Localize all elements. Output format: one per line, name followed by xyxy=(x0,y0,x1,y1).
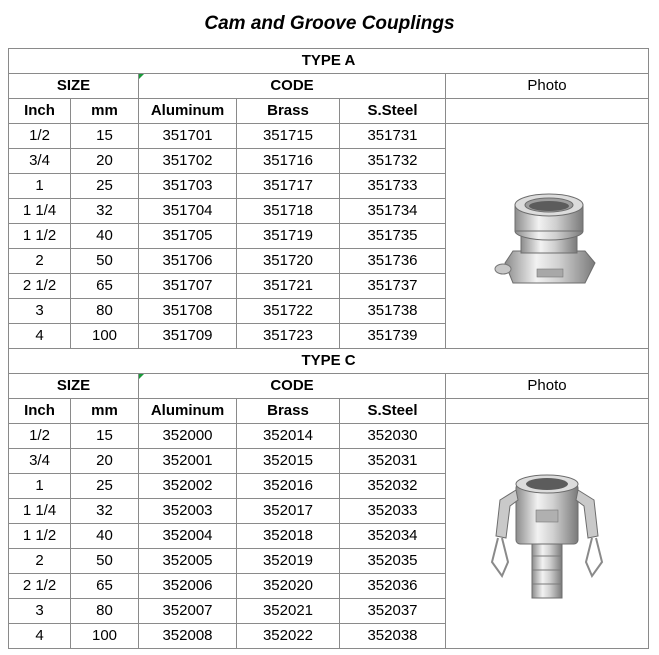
cell-mm: 15 xyxy=(71,424,139,449)
cell-inch: 2 xyxy=(9,549,71,574)
cell-aluminum: 351705 xyxy=(139,224,237,249)
cell-steel: 352032 xyxy=(340,474,446,499)
cell-mm: 25 xyxy=(71,474,139,499)
cell-aluminum: 352007 xyxy=(139,599,237,624)
cell-aluminum: 352005 xyxy=(139,549,237,574)
cell-steel: 351731 xyxy=(340,124,446,149)
col-steel: S.Steel xyxy=(340,99,446,124)
cell-steel: 351733 xyxy=(340,174,446,199)
cell-inch: 2 xyxy=(9,249,71,274)
cell-brass: 352015 xyxy=(237,449,340,474)
cell-steel: 351736 xyxy=(340,249,446,274)
cell-steel: 351739 xyxy=(340,324,446,349)
cell-steel: 352038 xyxy=(340,624,446,649)
cell-mm: 20 xyxy=(71,149,139,174)
code-header: CODE xyxy=(139,374,446,399)
cell-aluminum: 351708 xyxy=(139,299,237,324)
section-header-row xyxy=(9,49,649,74)
cell-aluminum: 351703 xyxy=(139,174,237,199)
cell-brass: 351723 xyxy=(237,324,340,349)
cell-aluminum: 352003 xyxy=(139,499,237,524)
cell-brass: 352014 xyxy=(237,424,340,449)
cell-brass: 352022 xyxy=(237,624,340,649)
cell-mm: 65 xyxy=(71,274,139,299)
col-mm: mm xyxy=(71,99,139,124)
couplings-table xyxy=(8,48,649,649)
cell-steel: 351734 xyxy=(340,199,446,224)
cell-brass: 352018 xyxy=(237,524,340,549)
cell-brass: 352016 xyxy=(237,474,340,499)
column-header-row xyxy=(9,99,649,124)
type-a-photo-cell xyxy=(446,124,649,349)
photo-header: Photo xyxy=(446,374,649,399)
cell-aluminum: 352000 xyxy=(139,424,237,449)
column-header-row xyxy=(9,399,649,424)
type-a-adapter-icon xyxy=(487,171,607,301)
photo-header-blank xyxy=(446,399,649,424)
col-brass: Brass xyxy=(237,399,340,424)
cell-aluminum: 351704 xyxy=(139,199,237,224)
cell-mm: 15 xyxy=(71,124,139,149)
cell-mm: 32 xyxy=(71,199,139,224)
cell-inch: 1 xyxy=(9,474,71,499)
cell-brass: 351716 xyxy=(237,149,340,174)
cell-brass: 351721 xyxy=(237,274,340,299)
cell-aluminum: 352004 xyxy=(139,524,237,549)
cell-mm: 40 xyxy=(71,224,139,249)
cell-aluminum: 352006 xyxy=(139,574,237,599)
col-inch: Inch xyxy=(9,399,71,424)
cell-inch: 2 1/2 xyxy=(9,574,71,599)
cell-mm: 80 xyxy=(71,599,139,624)
cell-steel: 351735 xyxy=(340,224,446,249)
cell-inch: 1 1/2 xyxy=(9,524,71,549)
cell-mm: 20 xyxy=(71,449,139,474)
cell-brass: 351720 xyxy=(237,249,340,274)
cell-steel: 352031 xyxy=(340,449,446,474)
cell-mm: 32 xyxy=(71,499,139,524)
cell-steel: 352036 xyxy=(340,574,446,599)
cell-mm: 100 xyxy=(71,324,139,349)
type-c-photo-cell xyxy=(446,424,649,649)
cell-inch: 4 xyxy=(9,324,71,349)
cell-brass: 351722 xyxy=(237,299,340,324)
cell-aluminum: 352008 xyxy=(139,624,237,649)
cell-mm: 100 xyxy=(71,624,139,649)
cell-steel: 352034 xyxy=(340,524,446,549)
table-row xyxy=(9,424,649,449)
cell-steel: 351732 xyxy=(340,149,446,174)
cell-steel: 351738 xyxy=(340,299,446,324)
cell-inch: 1 xyxy=(9,174,71,199)
cell-aluminum: 351709 xyxy=(139,324,237,349)
cell-steel: 352030 xyxy=(340,424,446,449)
cell-aluminum: 351706 xyxy=(139,249,237,274)
cell-inch: 3/4 xyxy=(9,449,71,474)
col-aluminum: Aluminum xyxy=(139,99,237,124)
photo-header-blank xyxy=(446,99,649,124)
cell-brass: 352019 xyxy=(237,549,340,574)
cell-inch: 4 xyxy=(9,624,71,649)
col-steel: S.Steel xyxy=(340,399,446,424)
cell-inch: 3 xyxy=(9,299,71,324)
code-header: CODE xyxy=(139,74,446,99)
type-c-title: TYPE C xyxy=(9,349,649,374)
cell-inch: 1/2 xyxy=(9,124,71,149)
cell-steel: 351737 xyxy=(340,274,446,299)
group-header-row xyxy=(9,74,649,99)
cell-aluminum: 351702 xyxy=(139,149,237,174)
cell-aluminum: 351707 xyxy=(139,274,237,299)
cell-brass: 351717 xyxy=(237,174,340,199)
col-mm: mm xyxy=(71,399,139,424)
cell-steel: 352035 xyxy=(340,549,446,574)
page-title: Cam and Groove Couplings xyxy=(204,13,455,34)
cell-brass: 351715 xyxy=(237,124,340,149)
section-header-row xyxy=(9,349,649,374)
cell-aluminum: 352002 xyxy=(139,474,237,499)
size-header: SIZE xyxy=(9,74,139,99)
cell-brass: 351719 xyxy=(237,224,340,249)
cell-brass: 352017 xyxy=(237,499,340,524)
cell-inch: 1 1/2 xyxy=(9,224,71,249)
cell-inch: 1/2 xyxy=(9,424,71,449)
group-header-row xyxy=(9,374,649,399)
table-row xyxy=(9,124,649,149)
col-aluminum: Aluminum xyxy=(139,399,237,424)
cell-brass: 351718 xyxy=(237,199,340,224)
cell-aluminum: 351701 xyxy=(139,124,237,149)
col-brass: Brass xyxy=(237,99,340,124)
cell-mm: 40 xyxy=(71,524,139,549)
photo-header: Photo xyxy=(446,74,649,99)
cell-inch: 1 1/4 xyxy=(9,499,71,524)
cell-inch: 1 1/4 xyxy=(9,199,71,224)
cell-inch: 2 1/2 xyxy=(9,274,71,299)
cell-mm: 65 xyxy=(71,574,139,599)
cell-brass: 352020 xyxy=(237,574,340,599)
cell-mm: 80 xyxy=(71,299,139,324)
col-inch: Inch xyxy=(9,99,71,124)
type-c-coupler-icon xyxy=(482,466,612,606)
cell-brass: 352021 xyxy=(237,599,340,624)
type-a-title: TYPE A xyxy=(9,49,649,74)
cell-mm: 50 xyxy=(71,249,139,274)
cell-mm: 50 xyxy=(71,549,139,574)
cell-mm: 25 xyxy=(71,174,139,199)
cell-steel: 352033 xyxy=(340,499,446,524)
size-header: SIZE xyxy=(9,374,139,399)
cell-steel: 352037 xyxy=(340,599,446,624)
cell-inch: 3/4 xyxy=(9,149,71,174)
cell-aluminum: 352001 xyxy=(139,449,237,474)
cell-inch: 3 xyxy=(9,599,71,624)
